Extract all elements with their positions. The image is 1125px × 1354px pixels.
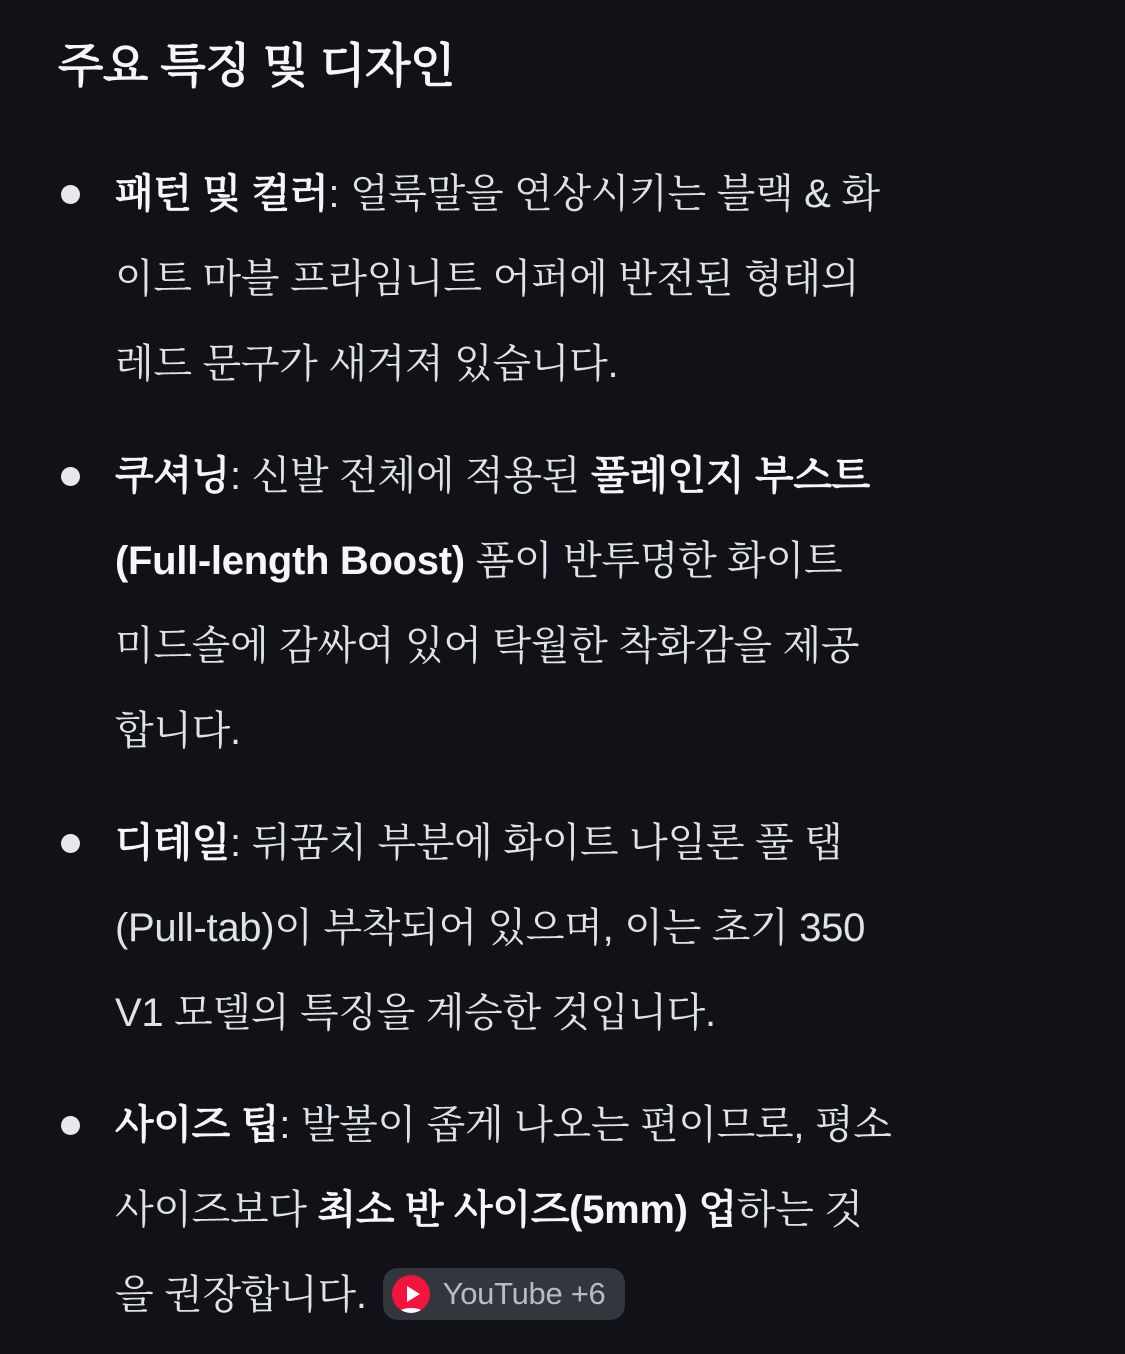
bullet-text: 사이즈 팁: 발볼이 좁게 나오는 편이므로, 평소 사이즈보다 최소 반 사이즈(5mm) 업하는 것 을 권장합니다. YouTube +6 [115, 1083, 1069, 1338]
bullet-item-size-tip [58, 1083, 1069, 1338]
bullet-item-detail [58, 801, 1069, 1056]
youtube-play-icon [392, 1275, 430, 1313]
citation-label: YouTube +6 [442, 1276, 606, 1312]
feature-bullet-list [58, 152, 1069, 1338]
bullet-text: 쿠셔닝: 신발 전체에 적용된 풀레인지 부스트 (Full-length Boost) 폼이 반투명한 화이트 미드솔에 감싸여 있어 탁월한 착화감을 제공 합니다. [115, 454, 871, 753]
section-heading: 주요 특징 및 디자인 [58, 39, 455, 92]
bullet-item-pattern-and-color [58, 152, 1069, 407]
bullet-text: 디테일: 뒤꿈치 부분에 화이트 나일론 풀 탭 (Pull-tab)이 부착되어 있으며, 이는 초기 350 V1 모델의 특징을 계승한 것입니다. [115, 821, 866, 1035]
bullet-text: 패턴 및 컬러: 얼룩말을 연상시키는 블랙 & 화 이트 마블 프라임니트 어퍼에 반전된 형태의 레드 문구가 새겨져 있습니다. [115, 172, 880, 386]
youtube-citation-chip[interactable] [383, 1268, 626, 1320]
bullet-item-cushioning [58, 434, 1069, 774]
